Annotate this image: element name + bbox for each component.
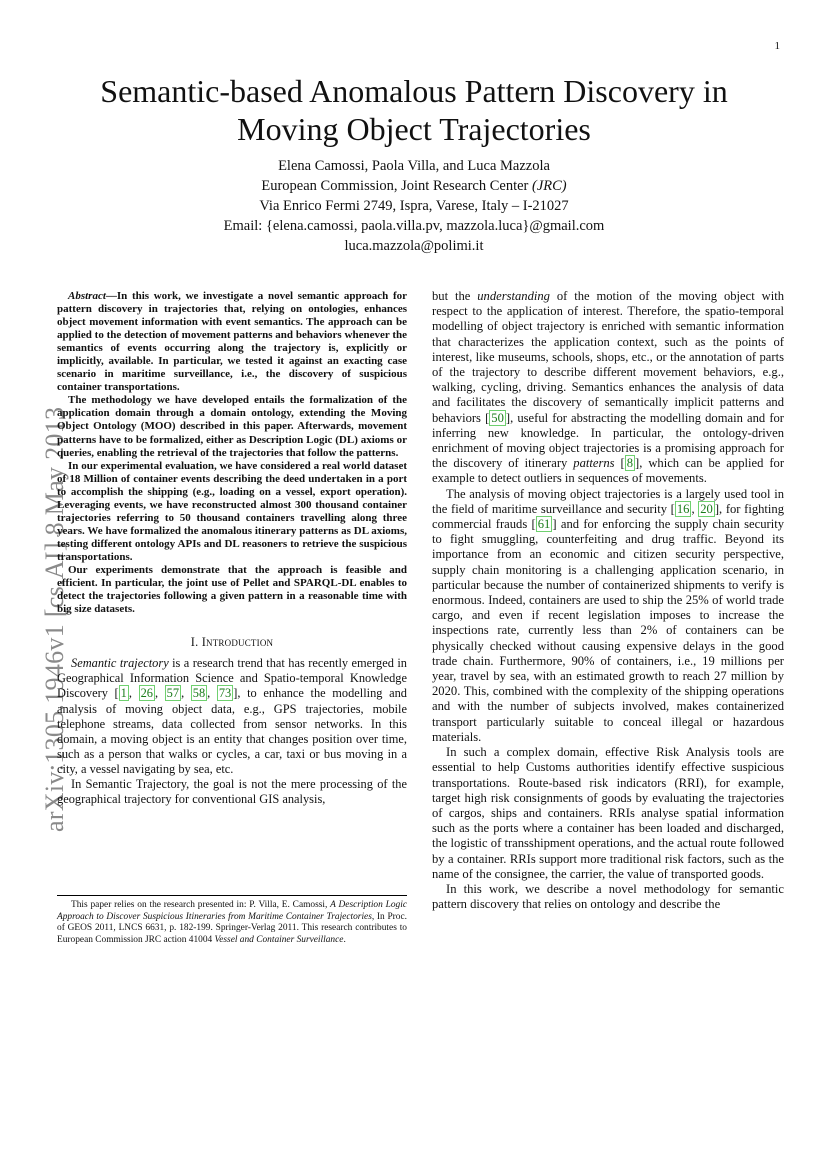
abstract-paragraph-3: In our experimental evaluation, we have considered a real world dataset of 18 Million of container events describing the deed undertaken in a port to accomplish the shipping (e.g., loading on a vessel, export operation). Leveraging events, we have reconstructed almost 300 thousand container trajectories referring to 50 thousand containers travelling along three years. We have formalized the anomalous itinerary patterns as DL axioms, testing different ontology APIs and DL reasoners to retrieve the suspicious transportations. xyxy=(57,459,407,563)
abstract xyxy=(57,290,407,616)
abstract-paragraph-2: The methodology we have developed entails the formalization of the application domain through a domain ontology, extending the Moving Object Ontology (MOO) described in this paper. Afterwards, movement patterns have to be formalized, either as Description Logic (DL) axioms or queries, enabling the retrieval of the trajectories that follow the patterns. xyxy=(57,394,407,459)
address-line: Via Enrico Fermi 2749, Ispra, Varese, Italy – I-21027 xyxy=(259,198,569,214)
citation-link[interactable]: 57 xyxy=(166,686,180,701)
citation-link[interactable]: 26 xyxy=(140,686,153,701)
citation-link[interactable]: 73 xyxy=(218,686,232,701)
abstract-paragraph-4: Our experiments demonstrate that the approach is feasible and efficient. In particular, the joint use of Pellet and SPARQL-DL enables to detect the trajectories following a given pattern in a reasonable time with big size datasets. xyxy=(57,563,407,616)
citation-link[interactable]: 8 xyxy=(626,456,634,471)
intro-paragraph-2: In Semantic Trajectory, the goal is not the mere processing of the geographical trajectory for conventional GIS analysis, xyxy=(57,777,407,807)
citation-link[interactable]: 16 xyxy=(676,501,690,516)
affiliation-line xyxy=(0,176,828,196)
author-block xyxy=(0,156,828,256)
affiliation-main: European Commission, Joint Research Center xyxy=(261,178,529,194)
title-line-1: Semantic-based Anomalous Pattern Discovery in xyxy=(100,73,728,109)
right-column xyxy=(432,289,784,912)
section-title: Introduction xyxy=(201,635,274,650)
introduction-body xyxy=(57,656,407,807)
section-number: I. xyxy=(190,635,199,650)
abstract-label: Abstract xyxy=(68,290,106,302)
right-paragraph-2: The analysis of moving object trajectories is a largely used tool in the field of maritime surveillance and security [ 16 , 20 ], for fighting commercial frauds [ 61 ] and for enforcing the supply chain security to fight smuggling, counterfeiting and drug traffic. Beyond its importance from an economic and citizen security perspective, supply chain monitoring is a challenging application scenario, in particular because the number of containerized shipments to verify is enormous. Indeed, containers are used to ship the 25% of world trade cargo, and even if recent legislation imposes to increase the inspections rate, currently less than 2% of containers can be physically checked without causing expensive delays in the good trade chain. Furthermore, 90% of containers, i.e., 19 millions per year, travel by sea, with an estimated growth to reach 27 million by 2020. This, combined with the complexity of the shipping operations and with the number of subjects involved, makes containerized transport particularly suitable to conceal illegal or hazardous materials. xyxy=(432,486,785,744)
right-paragraph-3: In such a complex domain, effective Risk Analysis tools are essential to help Customs authorities identify effective suspicious transportations. Route-based risk indicators (RRI), for example, target high risk consignments of goods by evaluating the trajectories of cargos, ships and containers. RRIs analyse spatial information such as the ports where a container has been loaded and discharged, the logistic of transshipment operations, and the actual route followed by a container. RRIs support more traditional risk factors, such as the name of the consignee, the carrier, the value of transported goods. xyxy=(432,745,784,881)
email-line-2: luca.mazzola@polimi.it xyxy=(344,238,484,254)
author-names: Elena Camossi, Paola Villa, and Luca Mazzola xyxy=(278,158,550,174)
footnote: This paper relies on the research presented in: P. Villa, E. Camossi, A Description Logic Approach to Discover Suspicious Itineraries from Maritime Container Trajectories, In Proc. of GEOS 2011, LNCS 6631, p. 182-199. Springer-Verlag 2011. This research contributes to European Commission JRC action 41004 Vessel and Container Surveillance. xyxy=(57,895,407,946)
abstract-paragraph-1: Abstract—In this work, we investigate a novel semantic approach for pattern discovery in trajectories that, relying on ontologies, enhances object movement information with event semantics. The approach can be applied to the detection of movement patterns and behaviors whenever the semantics of events occurring along the trajectory is, explicitly or implicitly, available. In particular, we tested it against an exacting case scenario in maritime surveillance, i.e., the discovery of suspicious container transportations. xyxy=(57,290,407,394)
title-line-2: Moving Object Trajectories xyxy=(237,111,591,147)
section-heading-introduction xyxy=(57,635,407,650)
right-paragraph-4: In this work, we describe a novel methodology for semantic pattern discovery that relies on ontology and describe the xyxy=(432,881,784,912)
email-line-1: Email: {elena.camossi, paola.villa.pv, mazzola.luca}@gmail.com xyxy=(223,218,605,234)
right-paragraph-1: but the understanding of the motion of the moving object with respect to the application of interest. Therefore, the spatio-temporal modelling of object trajectory is enriched with semantic information that characterizes the application context, such as the points of interest, like museums, schools, shops, etc., or the annotation of parts of the trajectory to describe different movement behaviors, e.g., walking, cycling, driving. Semantics enhances the analysis of data and facilitates the discovery of semantically implicit patterns and behaviors [ 50 ], useful for abstracting the modelling domain and for inferring new knowledge. In particular, the ontology-driven enrichment of moving object trajectories is a promising approach for the discovery of itinerary patterns [ 8 ], which can be applied for example to detect outliers in sequences of movements. xyxy=(432,289,785,486)
citation-link[interactable]: 50 xyxy=(491,410,504,425)
affiliation-abbr: (JRC) xyxy=(532,178,567,194)
citation-link[interactable]: 20 xyxy=(700,501,713,516)
arxiv-identifier-stamp: arXiv:1305.1946v1 [cs.AI] 8 May 2013 xyxy=(40,406,69,832)
page-number: 1 xyxy=(774,40,780,52)
citation-link[interactable]: 58 xyxy=(192,686,206,701)
intro-paragraph-1: Semantic trajectory is a research trend that has recently emerged in Geographical Information Science and Spatio-temporal Knowledge Discovery [ 1 , 26 , 57 , 58 , 73 ], to enhance the modelling and analysis of moving object data, e.g., GPS trajectories, mobile telephone streams, data collected from sensor networks. In this domain, a moving object is an entity that changes position over time, such as a person that walks or cycles, a car, taxi or bus moving in a city, a vessel navigating by sea, etc. xyxy=(57,656,407,776)
left-column xyxy=(57,290,407,807)
paper-title xyxy=(0,72,828,148)
citation-link[interactable]: 1 xyxy=(120,686,127,701)
citation-link[interactable]: 61 xyxy=(537,517,551,532)
